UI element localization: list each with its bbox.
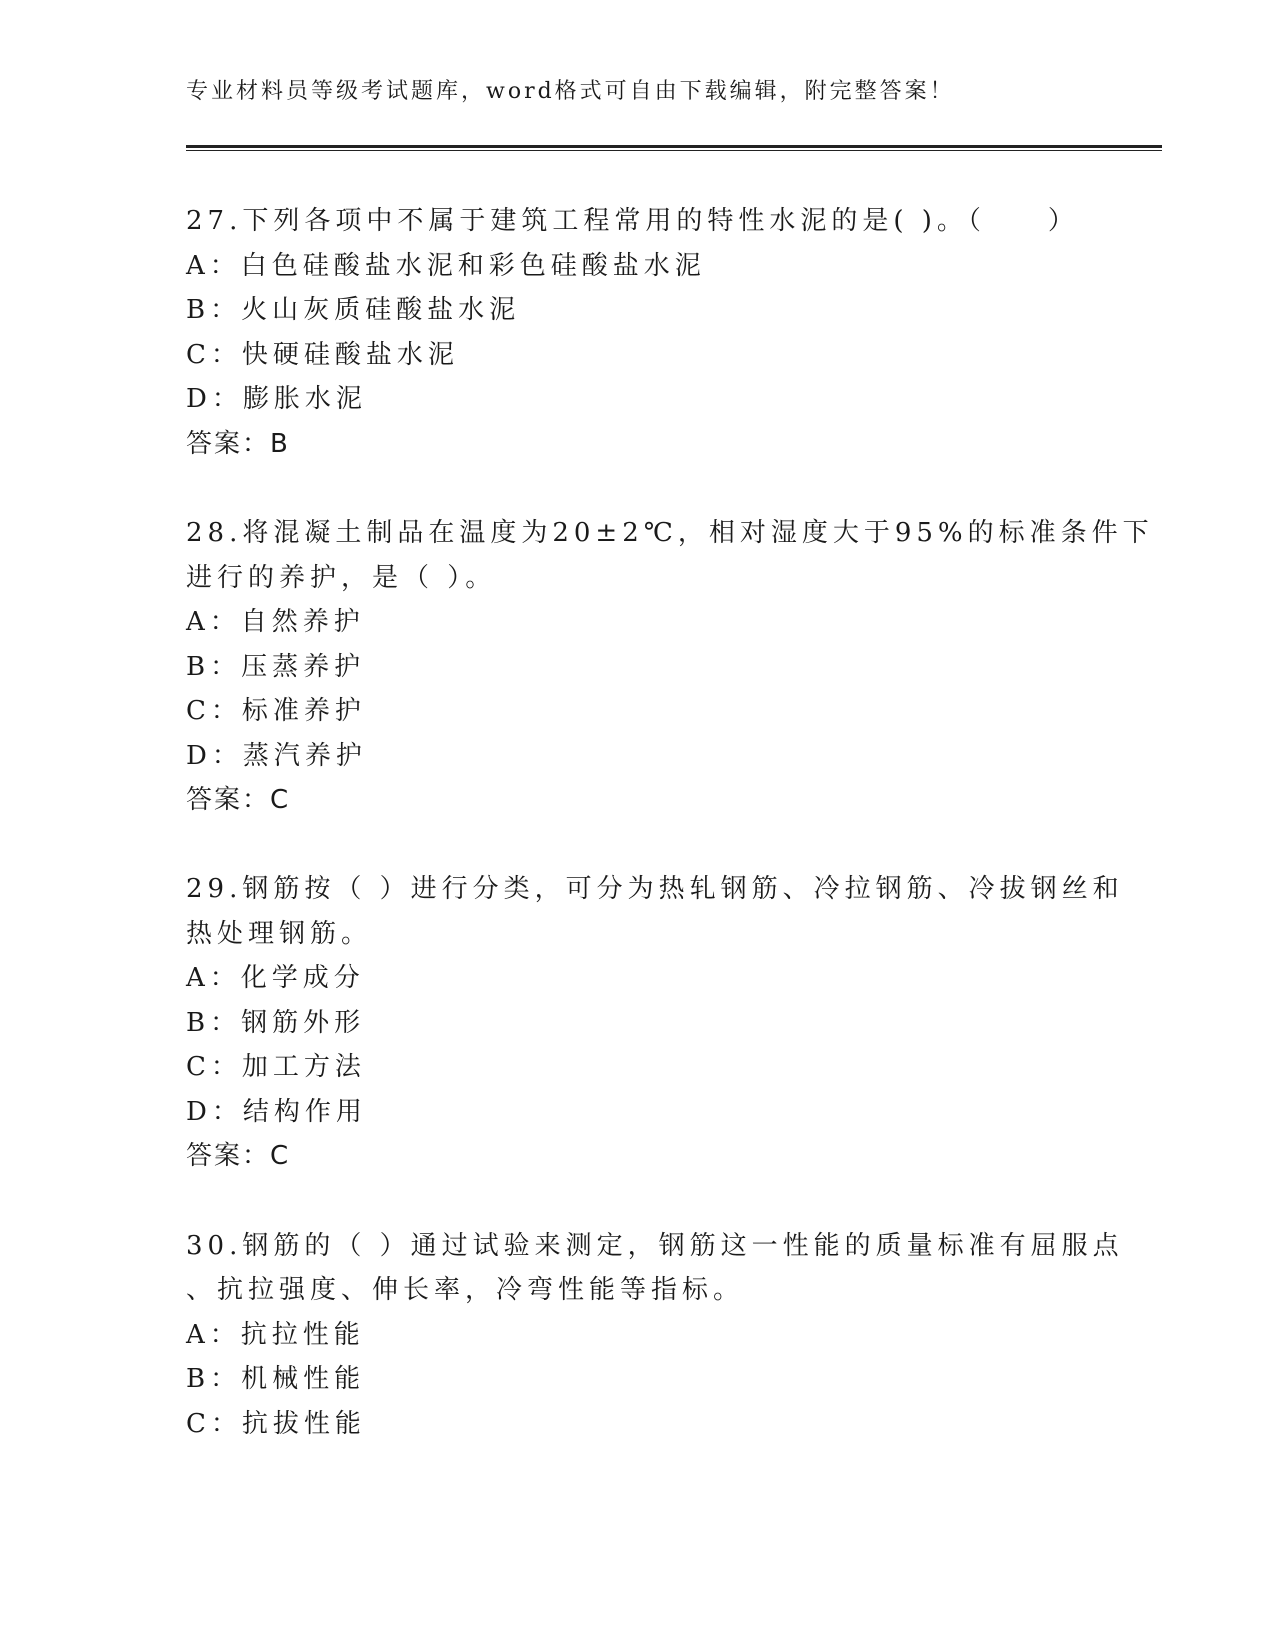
question-27-option-c: C：快硬硅酸盐水泥 [186,340,459,370]
question-30-stem-line-1: 30.钢筋的（ ）通过试验来测定，钢筋这一性能的质量标准有屈服点 [186,1231,1124,1261]
question-29-option-d: D：结构作用 [186,1097,367,1127]
question-27-stem: 27.下列各项中不属于建筑工程常用的特性水泥的是( )。（ ） [186,206,1079,236]
question-29-stem-line-1: 29.钢筋按（ ）进行分类，可分为热轧钢筋、冷拉钢筋、冷拔钢丝和 [186,874,1124,904]
question-28-option-a: A：自然养护 [186,607,365,637]
question-27-option-a: A：白色硅酸盐水泥和彩色硅酸盐水泥 [186,251,706,281]
question-28-option-d: D：蒸汽养护 [186,741,367,771]
question-27-option-d: D：膨胀水泥 [186,384,367,414]
question-28-answer: 答案：C [186,785,291,815]
question-29-option-a: A：化学成分 [186,963,365,993]
page-header: 专业材料员等级考试题库，word格式可自由下载编辑，附完整答案！ [186,79,955,104]
question-30-option-c: C：抗拔性能 [186,1409,366,1439]
question-27-option-b: B：火山灰质硅酸盐水泥 [186,295,521,325]
question-28-option-c: C：标准养护 [186,696,366,726]
question-27-answer: 答案：B [186,429,290,459]
question-28-stem-line-1: 28.将混凝土制品在温度为20±2℃，相对湿度大于95%的标准条件下 [186,518,1154,548]
question-30-option-a: A：抗拉性能 [186,1320,365,1350]
question-29-option-c: C：加工方法 [186,1052,366,1082]
question-29-stem-line-2: 热处理钢筋。 [186,919,373,949]
question-28-stem-line-2: 进行的养护，是（ ）。 [186,563,497,593]
question-30-option-b: B：机械性能 [186,1364,366,1394]
header-divider [186,145,1162,151]
question-28-option-b: B：压蒸养护 [186,652,366,682]
question-30-stem-line-2: 、抗拉强度、伸长率，冷弯性能等指标。 [186,1275,745,1305]
question-29-answer: 答案：C [186,1141,291,1171]
question-29-option-b: B：钢筋外形 [186,1008,366,1038]
